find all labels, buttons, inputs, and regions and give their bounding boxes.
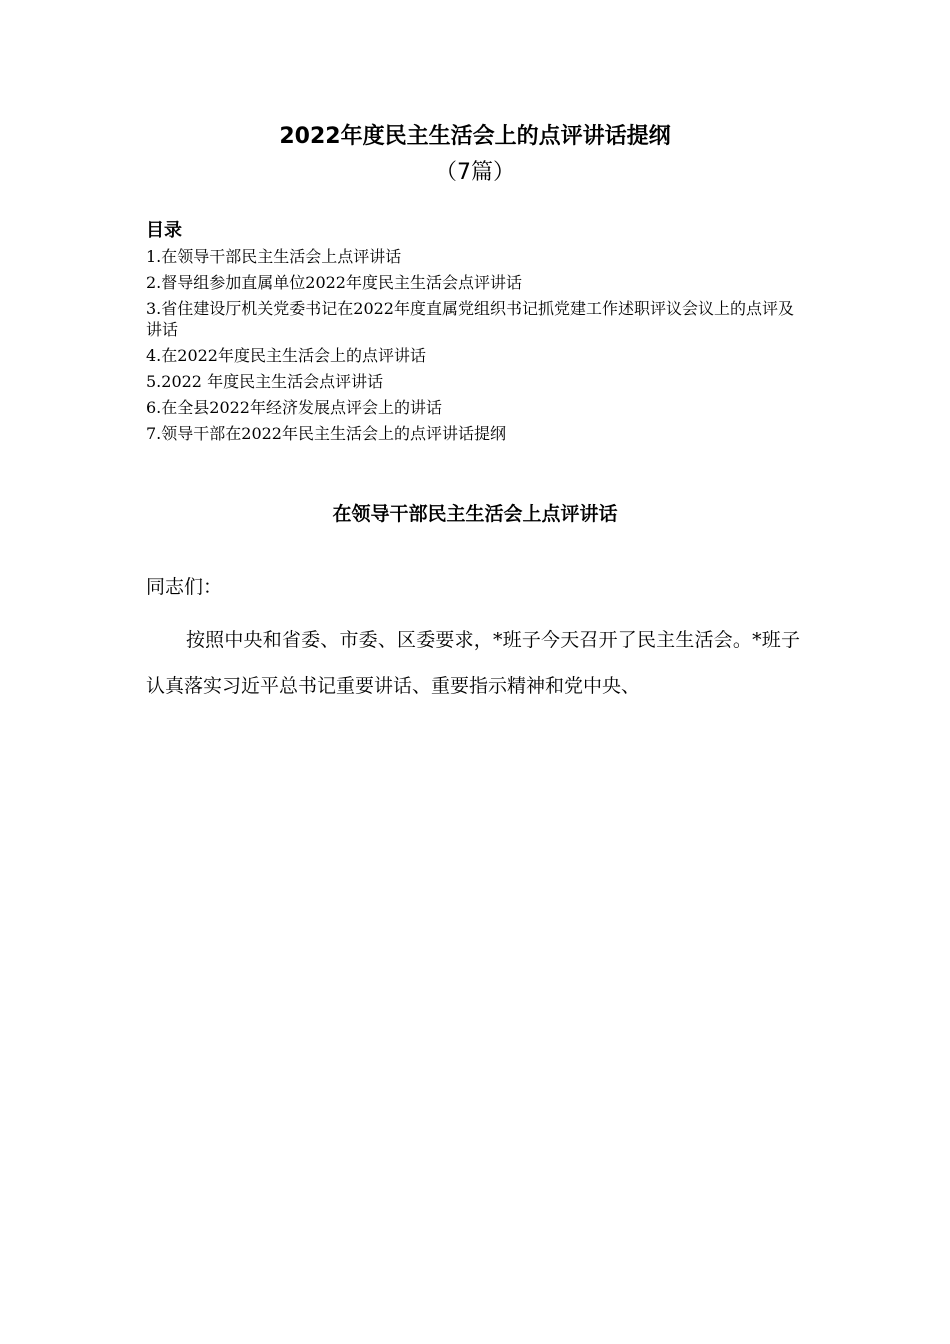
section-title: 在领导干部民主生活会上点评讲话: [332, 503, 618, 525]
salutation: 同志们：: [146, 576, 223, 598]
table-of-contents: [146, 246, 806, 449]
toc-item: 7.领导干部在2022年民主生活会上的点评讲话提纲: [146, 424, 506, 443]
document-subtitle: （7篇）: [435, 160, 515, 185]
toc-item: 5.2022 年度民主生活会点评讲话: [146, 372, 384, 391]
body-paragraph: 按照中央和省委、市委、区委要求，*班子今天召开了民主生活会。*班子认真落实习近平总书记重要讲话、重要指示精神和党中央、: [146, 629, 800, 697]
toc-item: 3.省住建设厅机关党委书记在2022年度直属党组织书记抓党建工作述职评议会议上的点评及讲话: [146, 299, 794, 339]
toc-item: 1.在领导干部民主生活会上点评讲话: [146, 247, 402, 266]
toc-item: 4.在2022年度民主生活会上的点评讲话: [146, 346, 426, 365]
toc-item: 2.督导组参加直属单位2022年度民主生活会点评讲话: [146, 273, 522, 292]
document-title: 2022年度民主生活会上的点评讲话提纲: [279, 124, 671, 149]
toc-heading: 目录: [146, 220, 182, 241]
toc-item: 6.在全县2022年经济发展点评会上的讲话: [146, 398, 442, 417]
